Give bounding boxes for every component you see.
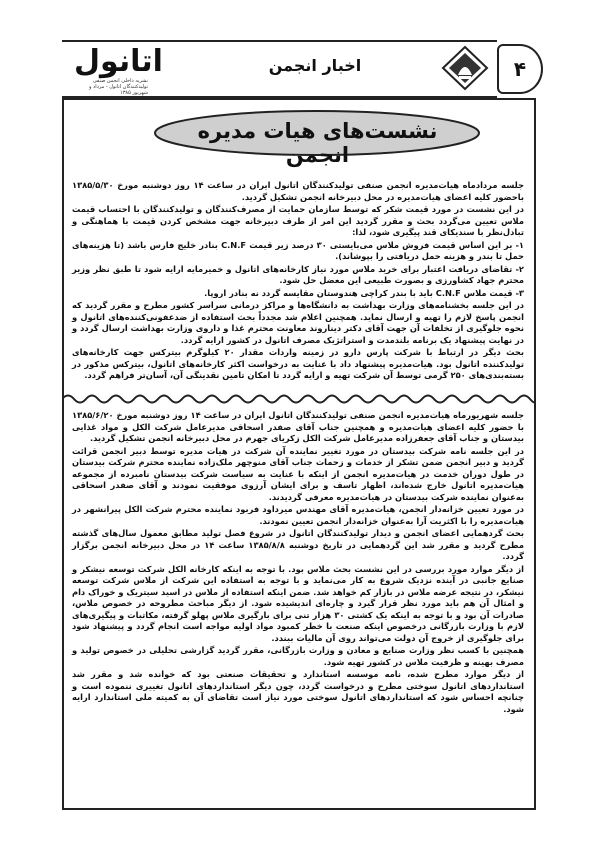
- paragraph: از دیگر موارد مطرح شده، نامه موسسه استاندارد و تحقیقات صنعتی بود که خوانده شد و مقرر شد استانداردهای اتانول سوختی مطرح و درخواست گردد، چون دیگر استانداردهای اتانول تغییری ننموده است و چنانچه احساس شود که استانداردهای اتانول سوختی مورد نیاز است تقاضای آن به کمیته ملی استاندارد ارایه شود.: [72, 669, 524, 714]
- paragraph: جلسه مردادماه هیات‌مدیره انجمن صنفی تولیدکنندگان اتانول ایران در ساعت ۱۴ روز دوشنبه مورخ ۱۳۸۵/۵/۳۰ باحضور کلیه اعضای هیات‌مدیره در محل دبیرخانه انجمن تشکیل گردید.: [72, 180, 525, 202]
- paragraph: همچنین با کسب نظر وزارت صنایع و معادن و وزارت بازرگانی، مقرر گردید گزارشی تحلیلی در خصوص تولید و مصرف بهینه و ظرفیت ملاس در کشور تهیه شود.: [72, 645, 524, 667]
- article-september-meeting: [72, 410, 524, 716]
- page-number-badge: ۴: [497, 44, 543, 94]
- magazine-logo: [66, 44, 184, 96]
- logo-wordmark: اتانول: [74, 44, 163, 79]
- paragraph: ۲- تقاضای دریافت اعتبار برای خرید ملاس مورد نیاز کارخانه‌های اتانول و خمیرمایه ارایه شود تا طبق نظر وزیر محترم جهاد کشاورزی و بصورت طبیعی این معضل حل شود.: [72, 263, 524, 285]
- section-title: اخبار انجمن: [268, 56, 362, 75]
- logo-meta-text: نشریه داخلی انجمن صنفی تولیدکنندگان اتانول - مرداد و شهریور ۱۳۸۵: [89, 78, 148, 96]
- article-august-meeting: [72, 180, 524, 383]
- paragraph: در مورد تعیین خزانه‌دار انجمن، هیات‌مدیره آقای مهندس میرداود فربود نماینده محترم شرکت الکل پیرانشهر در هیات‌مدیره را با اکثریت آرا به‌عنوان خزانه‌دار انجمن تعیین نمودند.: [72, 504, 524, 526]
- paragraph: ۱- بر این اساس قیمت فروش ملاس می‌بایستی ۳۰ درصد زیر قیمت C.N.F بنادر خلیج فارس باشد (تا هزینه‌های حمل تا بندر و هزینه حمل دریافتی را بپوشاند).: [72, 239, 524, 261]
- paragraph: در این جلسه نامه شرکت بیدستان در مورد تغییر نماینده آن شرکت در هیات مدیره توسط دبیر انجمن قرائت گردید و دبیر انجمن ضمن تشکر از خدمات و زحمات جناب آقای منوچهر ملک‌زاده نماینده محترم شرکت بیدستان در طول دوران خدمت در هیات‌مدیره انجمن از اینکه با عنایت به سیاست شرکت بیدستان نامبرده از مجموعه هیات‌مدیره اتانول خارج شده‌اند، اظهار تاسف و برای ایشان آرزوی موفقیت نمودند و آقای صفدر اسحاقی به‌عنوان نماینده شرکت بیدستان در هیات‌مدیره معرفی گردیدند.: [72, 445, 524, 502]
- association-emblem-icon: [440, 45, 490, 91]
- paragraph: از دیگر موارد مورد بررسی در این نشست بحث ملاس بود. با توجه به اینکه کارخانه الکل شرکت توسعه نیشکر و صنایع جانبی در آینده نزدیک شروع به کار می‌نماید و با توجه به استفاده این شرکت از ملاس شرکت توسعه نیشکر، در نتیجه عرضه ملاس در بازار کم خواهد شد. ضمن اینکه استفاده از ملاس در اسید سیتریک و خوراک دام و امثال آن هم باید مورد نظر قرار گیرد و چاره‌ای اندیشیده شود. از دیگر مباحث مطروحه در خصوص ملاس، صادرات آن بود و با توجه به اینکه یک کشتی ۳۰ هزار تنی برای بارگیری ملاس پهلو گرفته، مکاتبات و پیگیری‌های لازم با وزارت بازرگانی درخصوص اینکه صنعت با خطر کمبود مواد اولیه مواجه است انجام گردد و پیشنهاد شود برای جلوگیری از خروج آن دولت می‌تواند روی آن مالیات ببندد.: [72, 563, 524, 643]
- paragraph: بحث گردهمایی اعضای انجمن و دیدار تولیدکنندگان اتانول در شروع فصل تولید مطابق معمول سال‌های گذشته مطرح گردید و مقرر شد این گردهمایی در تاریخ دوشنبه ۱۳۸۵/۸/۸ ساعت ۱۴ در محل دبیرخانه انجمن برگزار گردد.: [72, 528, 524, 561]
- paragraph: ۳- قیمت ملاس C.N.F باید با بندر کراچی هندوستان مقایسه گردد نه بنادر اروپا.: [204, 287, 524, 298]
- paragraph: بحث دیگر در ارتباط با شرکت پارس دارو در زمینه واردات مقدار ۲۰ کیلوگرم بیترکس جهت کارخانه‌های تولیدکننده اتانول بود. هیات‌مدیره پیشنهاد داد با عنایت به درخواست اکثر کارخانه‌های اتانول، بیترکس مذکور در بسته‌بندی‌های ۲۵۰ گرمی توسط آن شرکت تهیه و ارایه گردد تا امکان تامین نقدینگی آن، آسان‌تر فراهم گردد.: [72, 347, 525, 380]
- header-top-rule: [62, 40, 497, 42]
- banner-title: نشست‌های هیات مدیره انجمن: [197, 119, 438, 167]
- paragraph: در این جلسه بخشنامه‌های وزارت بهداشت به دانشگاه‌ها و مراکز درمانی سراسر کشور مطرح و مقرر گردید که انجمن پاسخ لازم را تهیه و ارسال نماید. همچنین اعلام شد مجدداً بحث استفاده از ضدعفونی‌کننده‌های اتانول و نحوه جلوگیری از تخلفات آن جهت آقای دکتر دیناروند معاونت محترم غذا و داروی وزارت بهداشت ارسال گردد و در نهایت پیشنهاد یک برنامه بلندمدت و استراتژیک مصرف اتانول در کشور ارایه گردد.: [72, 300, 524, 345]
- paragraph: جلسه شهریورماه هیات‌مدیره انجمن صنفی تولیدکنندگان اتانول ایران در ساعت ۱۴ روز دوشنبه مورخ ۱۳۸۵/۶/۲۰ با حضور کلیه اعضای هیات‌مدیره و همچنین جناب آقای صفدر اسحاقی مدیرعامل شرکت الکل و مواد غذایی بیدستان و جناب آقای جعفرزاده مدیرعامل شرکت الکل زکریای جهرم در محل دبیرخانه انجمن تشکیل گردید.: [72, 410, 524, 443]
- wavy-divider: [62, 392, 536, 406]
- paragraph: در این نشست در مورد قیمت شکر که توسط سازمان حمایت از مصرف‌کنندگان و تولیدکنندگان با احتساب قیمت ملاس تعیین می‌گردد بحث و مقرر گردید این امر از طرف دبیرخانه جهت مشخص کردن قیمت با هماهنگی و تبادل‌نظر با سندیکای قند پیگیری شود، لذا:: [72, 204, 524, 237]
